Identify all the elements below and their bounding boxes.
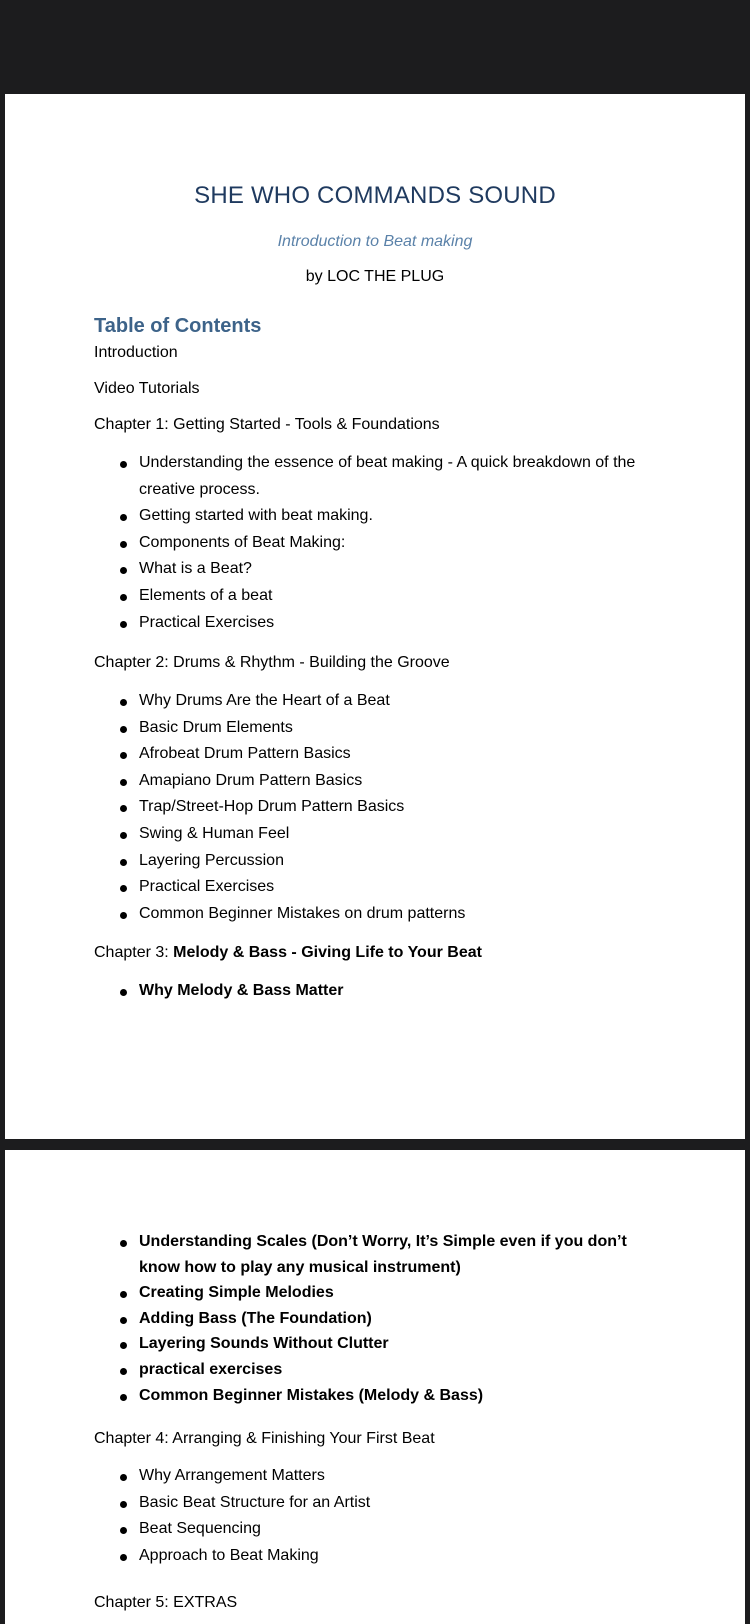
list-item <box>5 530 745 557</box>
list-item <box>5 978 745 1005</box>
list-item <box>5 556 745 583</box>
list-item-text: Understanding the essence of beat making - A quick breakdown of the creative process. <box>139 454 636 498</box>
list-item-text: Adding Bass (The Foundation) <box>139 1309 372 1327</box>
list-item-text: Trap/Street-Hop Drum Pattern Basics <box>139 798 405 816</box>
list-item <box>5 1543 745 1570</box>
list-item-text: Beat Sequencing <box>139 1520 261 1538</box>
bullet-icon <box>120 594 127 601</box>
bullet-icon <box>120 461 127 468</box>
chapter-3-prefix: Chapter 3: <box>94 944 174 961</box>
list-item-text: Why Drums Are the Heart of a Beat <box>139 692 390 709</box>
list-item <box>5 1306 745 1332</box>
list-item <box>5 503 745 530</box>
bullet-icon <box>120 1317 127 1324</box>
list-item <box>5 901 745 928</box>
list-item <box>5 610 745 637</box>
bullet-icon <box>120 989 127 996</box>
document-author: by LOC THE PLUG <box>305 268 445 285</box>
list-item <box>5 1490 745 1517</box>
bullet-icon <box>120 1394 127 1401</box>
list-item <box>5 1463 745 1490</box>
document-subtitle: Introduction to Beat making <box>277 233 473 250</box>
list-item <box>5 1357 745 1383</box>
document-title: SHE WHO COMMANDS SOUND <box>194 182 556 209</box>
bullet-icon <box>120 885 127 892</box>
list-item <box>5 688 745 715</box>
toc-chapter-5: Chapter 5: EXTRAS <box>94 1594 238 1611</box>
toc-chapter-1: Chapter 1: Getting Started - Tools & Foundations <box>94 416 440 433</box>
list-item-text: Practical Exercises <box>139 878 275 896</box>
list-item-text: Elements of a beat <box>139 586 273 604</box>
bullet-icon <box>120 1368 127 1375</box>
chapter-3-title: Melody & Bass - Giving Life to Your Beat <box>173 944 482 961</box>
bullet-icon <box>120 1501 127 1508</box>
list-item <box>5 1383 745 1409</box>
chapter-2-list <box>5 688 745 927</box>
list-item-text: Getting started with beat making. <box>139 507 373 525</box>
list-item <box>5 1516 745 1543</box>
list-item-text: What is a Beat? <box>139 560 252 578</box>
bullet-icon <box>120 912 127 919</box>
list-item-text: Why Arrangement Matters <box>139 1467 325 1484</box>
list-item-text: Common Beginner Mistakes on drum patterns <box>139 904 466 922</box>
chapter-4-list <box>5 1463 745 1569</box>
toc-video-tutorials: Video Tutorials <box>94 380 200 397</box>
list-item <box>5 821 745 848</box>
list-item-text: Creating Simple Melodies <box>139 1284 334 1302</box>
list-item-text: Practical Exercises <box>139 613 275 631</box>
bullet-icon <box>120 621 127 628</box>
list-item-text: Approach to Beat Making <box>139 1546 319 1564</box>
document-page-1 <box>5 94 745 1139</box>
bullet-icon <box>120 859 127 866</box>
list-item-text: Understanding Scales (Don’t Worry, It’s Simple even if you don’t know how to play any musical instrument) <box>139 1233 627 1276</box>
list-item-text: Layering Percussion <box>139 851 284 869</box>
toc-chapter-3 <box>94 944 482 962</box>
list-item-text: Basic Drum Elements <box>139 718 293 736</box>
bullet-icon <box>120 541 127 548</box>
list-item <box>5 1331 745 1357</box>
list-item-text: Basic Beat Structure for an Artist <box>139 1493 371 1511</box>
bullet-icon <box>120 567 127 574</box>
bullet-icon <box>120 1527 127 1534</box>
list-item <box>5 848 745 875</box>
bullet-icon <box>120 1240 127 1247</box>
bullet-icon <box>120 514 127 521</box>
list-item-text: Afrobeat Drum Pattern Basics <box>139 745 351 763</box>
list-item-text: practical exercises <box>139 1360 283 1378</box>
bullet-icon <box>120 832 127 839</box>
chapter-3-list-part-2 <box>5 1229 745 1408</box>
list-item-text: Components of Beat Making: <box>139 533 346 551</box>
bullet-icon <box>120 1474 127 1481</box>
list-item-text: Layering Sounds Without Clutter <box>139 1335 389 1353</box>
bullet-icon <box>120 726 127 733</box>
list-item <box>5 450 745 503</box>
toc-heading: Table of Contents <box>94 315 262 337</box>
list-item <box>5 741 745 768</box>
bullet-icon <box>120 699 127 706</box>
list-item <box>5 715 745 742</box>
list-item-text: Swing & Human Feel <box>139 824 290 842</box>
bullet-icon <box>120 752 127 759</box>
bullet-icon <box>120 1554 127 1561</box>
list-item-text: Amapiano Drum Pattern Basics <box>139 771 363 789</box>
list-item <box>5 583 745 610</box>
list-item-text: Common Beginner Mistakes (Melody & Bass) <box>139 1386 484 1404</box>
list-item <box>5 768 745 795</box>
chapter-1-list <box>5 450 745 636</box>
list-item <box>5 1280 745 1306</box>
list-item-text: Why Melody & Bass Matter <box>139 982 344 999</box>
bullet-icon <box>120 1342 127 1349</box>
toc-chapter-2: Chapter 2: Drums & Rhythm - Building the Groove <box>94 654 450 671</box>
bullet-icon <box>120 779 127 786</box>
toc-introduction: Introduction <box>94 344 178 361</box>
list-item <box>5 794 745 821</box>
document-page-2 <box>5 1150 745 1624</box>
list-item <box>5 1229 745 1280</box>
list-item <box>5 874 745 901</box>
chapter-3-list-part-1 <box>5 978 745 1005</box>
bullet-icon <box>120 805 127 812</box>
bullet-icon <box>120 1291 127 1298</box>
toc-chapter-4: Chapter 4: Arranging & Finishing Your First Beat <box>94 1430 435 1447</box>
